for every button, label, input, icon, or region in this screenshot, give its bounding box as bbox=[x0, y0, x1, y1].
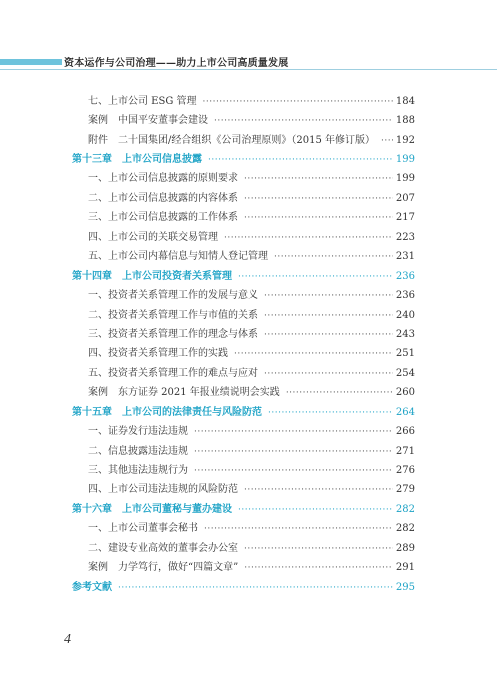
dot-leader bbox=[194, 465, 393, 477]
toc-entry-label: 三、上市公司信息披露的工作体系 bbox=[88, 212, 238, 224]
toc-section-entry bbox=[72, 364, 415, 383]
toc-entry-page: 266 bbox=[395, 426, 415, 438]
toc-entry-label: 四、投资者关系管理工作的实践 bbox=[88, 348, 228, 360]
dot-leader bbox=[244, 173, 393, 185]
dot-leader bbox=[194, 446, 393, 458]
toc-entry-label: 附件 二十国集团/经合组织《公司治理原则》（2015 年修订版） bbox=[88, 134, 375, 146]
toc-section-entry bbox=[72, 345, 415, 364]
toc-entry-page: 282 bbox=[395, 523, 415, 535]
toc-section-entry bbox=[72, 92, 415, 111]
toc-section-entry bbox=[72, 248, 415, 267]
dot-leader bbox=[244, 484, 393, 496]
toc-entry-page: 207 bbox=[395, 192, 415, 204]
toc-section-entry bbox=[72, 442, 415, 461]
toc-section-entry bbox=[72, 131, 415, 150]
page-number: 4 bbox=[64, 632, 71, 647]
toc-entry-label: 二、建设专业高效的董事会办公室 bbox=[88, 542, 238, 554]
toc-section-entry bbox=[72, 481, 415, 500]
toc-chapter-entry bbox=[72, 578, 415, 597]
header-accent-bar bbox=[0, 59, 62, 65]
table-of-contents bbox=[72, 92, 415, 597]
dot-leader bbox=[264, 290, 393, 302]
toc-entry-label: 三、投资者关系管理工作的理念与体系 bbox=[88, 328, 258, 340]
toc-entry-page: 223 bbox=[395, 231, 415, 243]
dot-leader bbox=[244, 543, 393, 555]
toc-entry-page: 217 bbox=[395, 212, 415, 224]
dot-leader bbox=[244, 562, 393, 574]
dot-leader bbox=[381, 135, 393, 147]
toc-section-entry bbox=[72, 286, 415, 305]
toc-entry-label: 案例 中国平安董事会建设 bbox=[88, 115, 208, 127]
toc-entry-label: 第十三章 上市公司信息披露 bbox=[72, 154, 202, 166]
toc-entry-label: 一、上市公司董事会秘书 bbox=[88, 523, 198, 535]
toc-section-entry bbox=[72, 189, 415, 208]
toc-entry-page: 188 bbox=[395, 115, 415, 127]
toc-chapter-entry bbox=[72, 500, 415, 519]
dot-leader bbox=[234, 348, 393, 360]
toc-entry-page: 236 bbox=[395, 290, 415, 302]
dot-leader bbox=[238, 271, 393, 283]
toc-section-entry bbox=[72, 520, 415, 539]
toc-chapter-entry bbox=[72, 403, 415, 422]
toc-entry-page: 184 bbox=[395, 95, 415, 107]
dot-leader bbox=[118, 582, 393, 594]
toc-entry-page: 192 bbox=[395, 134, 415, 146]
toc-entry-label: 第十六章 上市公司董秘与董办建设 bbox=[72, 503, 232, 515]
toc-entry-page: 295 bbox=[395, 581, 415, 593]
toc-entry-page: 199 bbox=[395, 154, 415, 166]
toc-entry-label: 三、其他违法违规行为 bbox=[88, 465, 188, 477]
toc-section-entry bbox=[72, 384, 415, 403]
dot-leader bbox=[264, 368, 393, 380]
toc-entry-label: 二、上市公司信息披露的内容体系 bbox=[88, 192, 238, 204]
toc-entry-label: 五、上市公司内幕信息与知情人登记管理 bbox=[88, 251, 268, 263]
dot-leader bbox=[224, 232, 393, 244]
toc-entry-page: 240 bbox=[395, 309, 415, 321]
toc-section-entry bbox=[72, 228, 415, 247]
toc-section-entry bbox=[72, 209, 415, 228]
toc-section-entry bbox=[72, 306, 415, 325]
book-title: 资本运作与公司治理——助力上市公司高质量发展 bbox=[64, 58, 289, 69]
toc-entry-label: 四、上市公司的关联交易管理 bbox=[88, 231, 218, 243]
toc-entry-label: 七、上市公司 ESG 管理 bbox=[88, 95, 197, 107]
toc-entry-label: 二、信息披露违法违规 bbox=[88, 445, 188, 457]
dot-leader bbox=[264, 310, 393, 322]
running-header bbox=[0, 52, 497, 70]
toc-entry-label: 案例 东方证券 2021 年报业绩说明会实践 bbox=[88, 387, 280, 399]
dot-leader bbox=[204, 523, 393, 535]
dot-leader bbox=[244, 193, 393, 205]
toc-section-entry bbox=[72, 325, 415, 344]
toc-entry-label: 一、投资者关系管理工作的发展与意义 bbox=[88, 290, 258, 302]
toc-section-entry bbox=[72, 422, 415, 441]
toc-section-entry bbox=[72, 559, 415, 578]
dot-leader bbox=[194, 426, 393, 438]
dot-leader bbox=[203, 96, 393, 108]
toc-entry-page: 260 bbox=[395, 387, 415, 399]
toc-entry-page: 264 bbox=[395, 406, 415, 418]
toc-entry-page: 236 bbox=[395, 270, 415, 282]
toc-section-entry bbox=[72, 170, 415, 189]
toc-entry-page: 282 bbox=[395, 503, 415, 515]
toc-section-entry bbox=[72, 111, 415, 130]
toc-entry-page: 251 bbox=[395, 348, 415, 360]
dot-leader bbox=[244, 212, 393, 224]
dot-leader bbox=[274, 251, 393, 263]
toc-entry-page: 276 bbox=[395, 465, 415, 477]
toc-entry-label: 一、上市公司信息披露的原则要求 bbox=[88, 173, 238, 185]
toc-entry-label: 第十四章 上市公司投资者关系管理 bbox=[72, 270, 232, 282]
toc-entry-label: 五、投资者关系管理工作的难点与应对 bbox=[88, 367, 258, 379]
toc-entry-label: 参考文献 bbox=[72, 581, 112, 593]
toc-entry-page: 279 bbox=[395, 484, 415, 496]
toc-entry-label: 一、证券发行违法违规 bbox=[88, 426, 188, 438]
dot-leader bbox=[208, 154, 393, 166]
toc-chapter-entry bbox=[72, 267, 415, 286]
dot-leader bbox=[214, 115, 393, 127]
dot-leader bbox=[238, 504, 393, 516]
toc-entry-label: 案例 力学笃行，做好“四篇文章” bbox=[88, 562, 239, 574]
toc-entry-page: 199 bbox=[395, 173, 415, 185]
toc-entry-page: 291 bbox=[395, 562, 415, 574]
toc-chapter-entry bbox=[72, 150, 415, 169]
toc-entry-page: 254 bbox=[395, 367, 415, 379]
dot-leader bbox=[286, 387, 393, 399]
dot-leader bbox=[268, 407, 393, 419]
toc-entry-page: 271 bbox=[395, 445, 415, 457]
header-rule bbox=[0, 69, 497, 70]
toc-entry-label: 第十五章 上市公司的法律责任与风险防范 bbox=[72, 406, 262, 418]
toc-section-entry bbox=[72, 539, 415, 558]
toc-entry-label: 二、投资者关系管理工作与市值的关系 bbox=[88, 309, 258, 321]
toc-section-entry bbox=[72, 461, 415, 480]
toc-entry-label: 四、上市公司违法违规的风险防范 bbox=[88, 484, 238, 496]
toc-entry-page: 243 bbox=[395, 328, 415, 340]
toc-entry-page: 289 bbox=[395, 542, 415, 554]
toc-entry-page: 231 bbox=[395, 251, 415, 263]
dot-leader bbox=[264, 329, 393, 341]
